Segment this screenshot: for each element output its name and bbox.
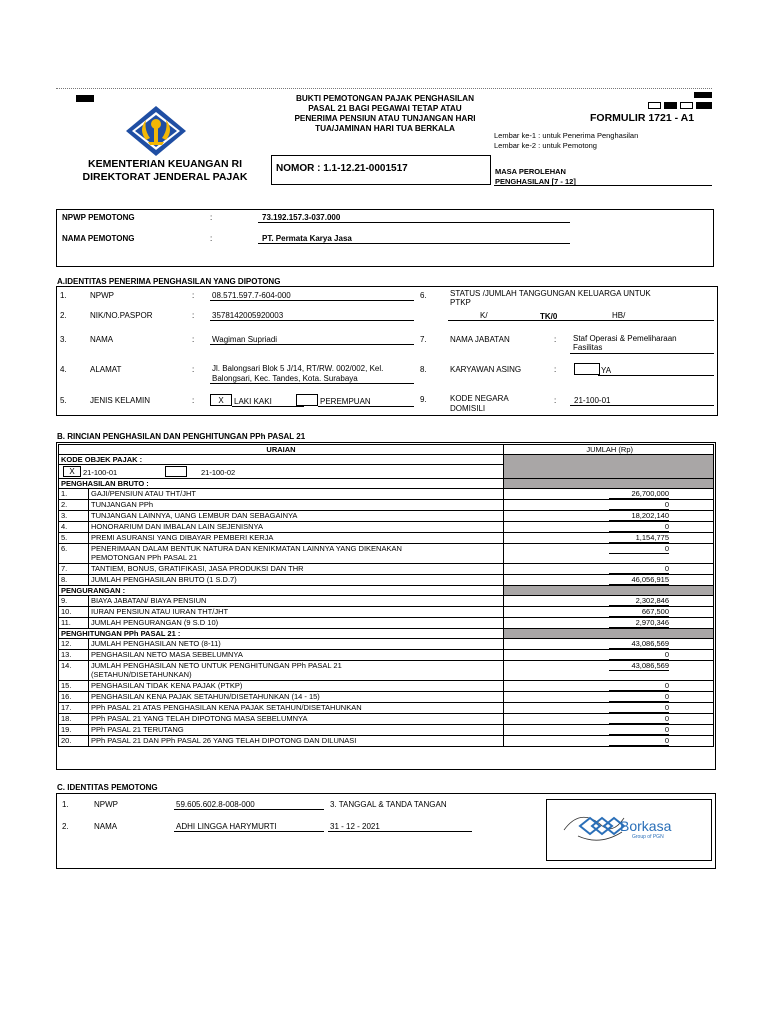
row-amount-cell <box>504 714 714 725</box>
marker-box-2 <box>664 102 677 109</box>
row-number: 4. <box>59 522 89 533</box>
a4-label: ALAMAT <box>90 365 122 374</box>
row-label <box>89 650 504 661</box>
a7-label: NAMA JABATAN <box>450 335 510 344</box>
a2-value: 3578142005920003 <box>212 311 284 320</box>
alamat-line-2: Balongsari, Kec. Tandes, Kota. Surabaya <box>212 374 358 383</box>
table-row <box>59 544 714 564</box>
row-amount-cell <box>504 596 714 607</box>
pemotong-box <box>56 209 714 267</box>
corner-mark-right <box>694 92 712 98</box>
c2-value: ADHI LINGGA HARYMURTI <box>176 822 277 831</box>
row-amount: 0 <box>609 703 669 713</box>
document-title <box>270 94 500 134</box>
npwp-pemotong-colon: : <box>210 213 213 222</box>
section-c-title: C. IDENTITAS PEMOTONG <box>57 783 158 792</box>
lembar-1: Lembar ke-1 : untuk Penerima Penghasilan <box>494 131 639 140</box>
row-amount: 0 <box>609 522 669 532</box>
row-label-line-1: PENGHASILAN KENA PAJAK SETAHUN/DISETAHUNKAN (14 - 15) <box>91 692 320 701</box>
table-row <box>59 736 714 747</box>
row-amount-cell <box>504 639 714 650</box>
row-amount-cell <box>504 692 714 703</box>
title-line-3: PENERIMA PENSIUN ATAU TUNJANGAN HARI <box>294 114 476 123</box>
jk-female-checkbox[interactable] <box>296 394 318 406</box>
a1-colon: : <box>192 291 195 300</box>
row-amount-cell <box>504 544 714 564</box>
a2-label: NIK/NO.PASPOR <box>90 311 153 320</box>
row-label-line-1: PPh PASAL 21 YANG TELAH DIPOTONG MASA SEBELUMNYA <box>91 714 308 723</box>
row-label-line-1: PPh PASAL 21 ATAS PENGHASILAN KENA PAJAK SETAHUN/DISETAHUNKAN <box>91 703 362 712</box>
nama-pemotong-colon: : <box>210 234 213 243</box>
table-row <box>59 522 714 533</box>
nama-pemotong-value: PT. Permata Karya Jasa <box>262 234 352 243</box>
a7-value <box>573 334 677 352</box>
c1-underline <box>174 809 324 810</box>
kode-21-100-02-label: 21-100-02 <box>201 468 236 477</box>
table-header-row <box>59 445 714 455</box>
hb-label: HB/ <box>612 311 626 320</box>
a7-no: 7. <box>420 335 427 344</box>
pengurangan-header-row-label: PENGURANGAN : <box>59 586 504 596</box>
table-row <box>59 564 714 575</box>
jk-male-underline <box>232 406 304 407</box>
masa-underline <box>494 185 712 186</box>
col-uraian: URAIAN <box>59 445 504 455</box>
row-amount-cell <box>504 661 714 681</box>
row-amount: 0 <box>609 725 669 735</box>
tanggal-value: 31 - 12 - 2021 <box>330 822 380 831</box>
row-amount-cell <box>504 736 714 747</box>
row-label-line-1: TUNJANGAN LAINNYA, UANG LEMBUR DAN SEBAGAINYA <box>91 511 298 520</box>
row-amount-cell <box>504 575 714 586</box>
row-number: 5. <box>59 533 89 544</box>
a8-no: 8. <box>420 365 427 374</box>
title-line-4: TUA/JAMINAN HARI TUA BERKALA <box>315 124 455 133</box>
ttd-label: 3. TANGGAL & TANDA TANGAN <box>330 800 447 809</box>
table-row <box>59 714 714 725</box>
row-number: 2. <box>59 500 89 511</box>
row-number: 14. <box>59 661 89 681</box>
status-line-1: STATUS /JUMLAH TANGGUNGAN KELUARGA UNTUK <box>450 289 651 298</box>
row-label <box>89 575 504 586</box>
row-number: 13. <box>59 650 89 661</box>
c2-underline <box>174 831 324 832</box>
row-amount: 0 <box>609 714 669 724</box>
row-label-line-1: PPh PASAL 21 TERUTANG <box>91 725 184 734</box>
a3-colon: : <box>192 335 195 344</box>
section-a-title: A.IDENTITAS PENERIMA PENGHASILAN YANG DIPOTONG <box>57 277 281 286</box>
a4-colon: : <box>192 365 195 374</box>
row-label-line-1: HONORARIUM DAN IMBALAN LAIN SEJENISNYA <box>91 522 263 531</box>
col-jumlah: JUMLAH (Rp) <box>504 445 714 455</box>
row-label-line-1: PREMI ASURANSI YANG DIBAYAR PEMBERI KERJA <box>91 533 274 542</box>
marker-box-3 <box>680 102 693 109</box>
row-number: 1. <box>59 489 89 500</box>
top-dotted-line <box>56 88 712 89</box>
row-label <box>89 681 504 692</box>
a2-underline <box>210 320 414 321</box>
nama-pemotong-label: NAMA PEMOTONG <box>62 234 135 243</box>
row-amount: 0 <box>609 692 669 702</box>
row-label <box>89 522 504 533</box>
table-row <box>59 489 714 500</box>
row-number: 17. <box>59 703 89 714</box>
jk-male-checkbox[interactable]: X <box>210 394 232 406</box>
kode-objek-grey <box>504 455 714 479</box>
c1-value: 59.605.602.8-008-000 <box>176 800 255 809</box>
row-amount: 0 <box>609 650 669 660</box>
jabatan-line-2: Fasilitas <box>573 343 603 352</box>
row-label-line-1: PPh PASAL 21 DAN PPh PASAL 26 YANG TELAH DIPOTONG DAN DILUNASI <box>91 736 357 745</box>
row-label <box>89 544 504 564</box>
row-amount: 43,086,569 <box>609 661 669 671</box>
stamp-company-name: Borkasa <box>620 818 672 834</box>
a1-value: 08.571.597.7-604-000 <box>212 291 291 300</box>
a2-no: 2. <box>60 311 67 320</box>
row-label-line-1: IURAN PENSIUN ATAU IURAN THT/JHT <box>91 607 229 616</box>
row-label <box>89 607 504 618</box>
row-label-line-1: JUMLAH PENGURANGAN (9 S.D 10) <box>91 618 219 627</box>
a1-underline <box>210 300 414 301</box>
row-label <box>89 661 504 681</box>
row-amount-cell <box>504 500 714 511</box>
row-amount: 0 <box>609 681 669 691</box>
kode-objek-label: KODE OBJEK PAJAK : <box>59 455 504 465</box>
row-label <box>89 511 504 522</box>
row-amount-cell <box>504 564 714 575</box>
a3-value: Wagiman Supriadi <box>212 335 278 344</box>
row-amount-cell <box>504 618 714 629</box>
row-label <box>89 703 504 714</box>
nama-pemotong-underline <box>258 243 570 244</box>
a3-underline <box>210 344 414 345</box>
table-row <box>59 500 714 511</box>
row-label <box>89 596 504 607</box>
a2-colon: : <box>192 311 195 320</box>
table-row <box>59 661 714 681</box>
table-row <box>59 607 714 618</box>
jk-female-underline <box>318 406 414 407</box>
jk-female-label: PEREMPUAN <box>320 397 371 406</box>
title-line-1: BUKTI PEMOTONGAN PAJAK PENGHASILAN <box>295 94 474 103</box>
row-label <box>89 692 504 703</box>
negara-underline <box>570 405 714 406</box>
npwp-pemotong-value: 73.192.157.3-037.000 <box>262 213 341 222</box>
lembar-2: Lembar ke-2 : untuk Pemotong <box>494 141 597 150</box>
a1-label: NPWP <box>90 291 114 300</box>
a9-no: 9. <box>420 395 427 404</box>
row-label <box>89 533 504 544</box>
status-line-2: PTKP <box>450 298 471 307</box>
kemenkeu-logo-icon <box>124 104 188 158</box>
row-amount-cell <box>504 725 714 736</box>
row-amount-cell <box>504 607 714 618</box>
table-row <box>59 575 714 586</box>
row-label <box>89 736 504 747</box>
row-label-line-1: JUMLAH PENGHASILAN BRUTO (1 S.D.7) <box>91 575 237 584</box>
jk-male-label: LAKI KAKI <box>234 397 272 406</box>
row-number: 7. <box>59 564 89 575</box>
row-amount-cell <box>504 489 714 500</box>
npwp-pemotong-label: NPWP PEMOTONG <box>62 213 135 222</box>
row-number: 16. <box>59 692 89 703</box>
row-label-line-2: PEMOTONGAN PPh PASAL 21 <box>91 553 198 562</box>
negara-line-2: DOMISILI <box>450 404 486 413</box>
a9-value: 21-100-01 <box>574 396 611 405</box>
k-label: K/ <box>480 311 488 320</box>
row-number: 19. <box>59 725 89 736</box>
a9-label <box>450 394 509 414</box>
bruto-header-row-label: PENGHASILAN BRUTO : <box>59 479 504 489</box>
row-label-line-2: (SETAHUN/DISETAHUNKAN) <box>91 670 192 679</box>
row-number: 9. <box>59 596 89 607</box>
jabatan-line-1: Staf Operasi & Pemeliharaan <box>573 334 677 343</box>
alamat-line-1: Jl. Balongsari Blok 5 J/14, RT/RW. 002/002, Kel. <box>212 364 384 373</box>
a8-colon: : <box>554 365 557 374</box>
masa-value: PENGHASILAN [7 - 12] <box>495 177 576 186</box>
a5-colon: : <box>192 396 195 405</box>
row-amount: 18,202,140 <box>609 511 669 521</box>
row-label <box>89 714 504 725</box>
ministry-name <box>60 158 270 184</box>
row-amount: 1,154,775 <box>609 533 669 543</box>
row-label-line-1: PENGHASILAN NETO MASA SEBELUMNYA <box>91 650 243 659</box>
section-b-title: B. RINCIAN PENGHASILAN DAN PENGHITUNGAN PPh PASAL 21 <box>57 432 306 441</box>
marker-box-4 <box>696 102 712 109</box>
penghitungan-header-row <box>59 629 714 639</box>
row-label <box>89 489 504 500</box>
row-number: 18. <box>59 714 89 725</box>
table-row <box>59 533 714 544</box>
table-row <box>59 650 714 661</box>
row-amount-cell <box>504 650 714 661</box>
a4-no: 4. <box>60 365 67 374</box>
row-amount: 0 <box>609 736 669 746</box>
title-line-2: PASAL 21 BAGI PEGAWAI TETAP ATAU <box>308 104 462 113</box>
a4-underline <box>210 383 414 384</box>
asing-ya-label: YA <box>601 366 612 375</box>
a3-no: 3. <box>60 335 67 344</box>
row-label-line-1: PENERIMAAN DALAM BENTUK NATURA DAN KENIKMATAN LAINNYA YANG DIKENAKAN <box>91 544 402 553</box>
row-label <box>89 500 504 511</box>
row-number: 6. <box>59 544 89 564</box>
row-amount-cell <box>504 511 714 522</box>
tk-label: TK/0 <box>540 312 558 321</box>
a9-colon: : <box>554 396 557 405</box>
bruto-header-row-grey <box>504 479 714 489</box>
row-label-line-1: JUMLAH PENGHASILAN NETO (8-11) <box>91 639 221 648</box>
row-label <box>89 639 504 650</box>
row-amount: 43,086,569 <box>609 639 669 649</box>
nomor-text: NOMOR : 1.1-12.21-0001517 <box>276 163 408 174</box>
kode-21-100-01-label: 21-100-01 <box>83 468 118 477</box>
rincian-table-body <box>59 445 714 747</box>
tanggal-underline <box>328 831 472 832</box>
npwp-pemotong-underline <box>258 222 570 223</box>
c2-label: NAMA <box>94 822 118 831</box>
row-amount: 0 <box>609 564 669 574</box>
row-amount-cell <box>504 681 714 692</box>
row-number: 20. <box>59 736 89 747</box>
a6-label <box>450 289 651 307</box>
a5-no: 5. <box>60 396 67 405</box>
row-label-line-1: JUMLAH PENGHASILAN NETO UNTUK PENGHITUNGAN PPh PASAL 21 <box>91 661 342 670</box>
rincian-table <box>58 444 714 747</box>
c2-no: 2. <box>62 822 69 831</box>
row-label <box>89 564 504 575</box>
stamp-company-sub: Group of PGN <box>632 834 664 840</box>
c1-label: NPWP <box>94 800 118 809</box>
ministry-line: KEMENTERIAN KEUANGAN RI <box>87 158 242 170</box>
kode-objek-options <box>59 465 504 479</box>
row-number: 8. <box>59 575 89 586</box>
bruto-header-row <box>59 479 714 489</box>
a1-no: 1. <box>60 291 67 300</box>
penghitungan-header-row-label: PENGHITUNGAN PPh PASAL 21 : <box>59 629 504 639</box>
row-label-line-1: TUNJANGAN PPh <box>91 500 154 509</box>
masa-label: MASA PEROLEHAN <box>495 167 566 176</box>
row-number: 12. <box>59 639 89 650</box>
a7-colon: : <box>554 335 557 344</box>
a5-label: JENIS KELAMIN <box>90 396 151 405</box>
row-amount: 0 <box>609 544 669 554</box>
asing-underline <box>598 375 714 376</box>
row-number: 15. <box>59 681 89 692</box>
kode-objek-row <box>59 455 714 465</box>
row-label-line-1: PENGHASILAN TIDAK KENA PAJAK (PTKP) <box>91 681 243 690</box>
a3-label: NAMA <box>90 335 114 344</box>
row-amount: 26,700,000 <box>609 489 669 499</box>
row-amount: 2,302,846 <box>609 596 669 606</box>
row-amount: 46,056,915 <box>609 575 669 585</box>
a6-no: 6. <box>420 291 427 300</box>
row-label <box>89 725 504 736</box>
table-row <box>59 725 714 736</box>
row-amount: 667,500 <box>609 607 669 617</box>
row-amount: 0 <box>609 500 669 510</box>
penghitungan-header-row-grey <box>504 629 714 639</box>
table-row <box>59 703 714 714</box>
directorate-line: DIREKTORAT JENDERAL PAJAK <box>82 171 248 183</box>
asing-ya-checkbox[interactable] <box>574 363 600 375</box>
row-amount-cell <box>504 533 714 544</box>
corner-mark-left <box>76 95 94 102</box>
row-number: 10. <box>59 607 89 618</box>
row-amount-cell <box>504 522 714 533</box>
row-amount: 2,970,346 <box>609 618 669 628</box>
pengurangan-header-row <box>59 586 714 596</box>
row-label-line-1: TANTIEM, BONUS, GRATIFIKASI, JASA PRODUKSI DAN THR <box>91 564 304 573</box>
row-amount-cell <box>504 703 714 714</box>
c1-no: 1. <box>62 800 69 809</box>
kode-21-100-02-checkbox[interactable] <box>165 466 187 477</box>
row-number: 3. <box>59 511 89 522</box>
status-underline <box>448 320 714 321</box>
row-number: 11. <box>59 618 89 629</box>
a8-label: KARYAWAN ASING <box>450 365 522 374</box>
marker-box-1 <box>648 102 661 109</box>
negara-line-1: KODE NEGARA <box>450 394 509 403</box>
table-row <box>59 681 714 692</box>
row-label-line-1: BIAYA JABATAN/ BIAYA PENSIUN <box>91 596 207 605</box>
table-row <box>59 511 714 522</box>
pengurangan-header-row-grey <box>504 586 714 596</box>
form-code: FORMULIR 1721 - A1 <box>590 112 695 124</box>
table-row <box>59 618 714 629</box>
row-label <box>89 618 504 629</box>
table-row <box>59 692 714 703</box>
kode-21-100-01-checkbox[interactable]: X <box>63 466 81 477</box>
table-row <box>59 596 714 607</box>
jabatan-underline <box>570 353 714 354</box>
row-label-line-1: GAJI/PENSIUN ATAU THT/JHT <box>91 489 197 498</box>
table-row <box>59 639 714 650</box>
a4-value <box>212 364 383 384</box>
